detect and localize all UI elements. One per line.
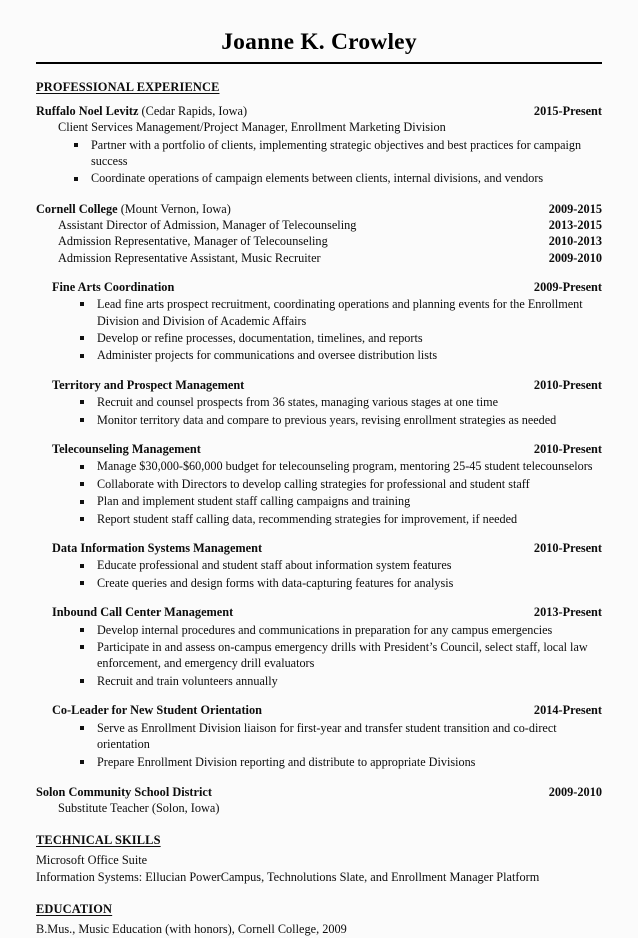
subsection-bullet-list [36,720,602,770]
list-item [80,330,602,346]
bullet-square-icon [80,679,84,683]
entry-date: 2009-2015 [548,201,602,216]
list-item [80,557,602,573]
list-item-text: Lead fine arts prospect recruitment, coordinating operations and planning events for the Enrollment Division and Division of Academic Affairs [97,297,583,328]
list-item [80,412,602,428]
list-item [80,296,602,329]
section-heading-education: EDUCATION [36,901,113,916]
role-date: 2010-2013 [548,234,602,249]
list-item [80,673,602,689]
list-item-text: Develop or refine processes, documentation, timelines, and reports [97,330,423,345]
bullet-square-icon [80,726,84,730]
list-item [80,575,602,591]
list-item-text: Partner with a portfolio of clients, implementing strategic objectives and best practices for campaign success [91,137,582,168]
list-item [74,137,602,170]
entry-role-title: Client Services Management/Project Manager, Enrollment Marketing Division [58,120,446,135]
role-date: 2009-2010 [548,250,602,265]
entry-date: 2009-2010 [548,785,602,800]
subsection-header-data-information-systems-management [36,540,602,556]
subsection-date: 2014-Present [533,703,602,718]
list-item [80,639,602,672]
role-date: 2013-2015 [548,218,602,233]
entry-org-name: Ruffalo Noel Levitz [36,103,139,118]
bullet-square-icon [80,336,84,340]
subsection-header-co-leader-for-new-student-orientation [36,702,602,718]
bullet-square-icon [80,581,84,585]
experience-entry-ruffalo-noel-levitz [36,103,602,187]
list-item-text: Report student staff calling data, recommending strategies for improvement, if needed [97,511,518,526]
list-item [80,754,602,770]
bullet-square-icon [74,143,78,147]
list-item [80,476,602,492]
entry-org-name: Cornell College [36,201,118,216]
list-item-text: Develop internal procedures and communications in preparation for any campus emergencies [97,622,553,637]
list-item-text: Recruit and train volunteers annually [97,673,278,688]
bullet-square-icon [80,418,84,422]
section-heading-technical-skills: TECHNICAL SKILLS [36,832,161,847]
role-title: Admission Representative Assistant, Music Recruiter [58,250,321,265]
list-item [80,458,602,474]
list-item-text: Plan and implement student staff calling campaigns and training [97,494,411,509]
subsection-title: Fine Arts Coordination [52,279,175,294]
list-item-text: Monitor territory data and compare to previous years, revising enrollment strategies as needed [97,412,557,427]
technical-skills-line: Information Systems: Ellucian PowerCampus, Technolutions Slate, and Enrollment Manager Platform [36,869,540,884]
role-history-row [36,250,602,266]
spacer [36,188,602,201]
subsection-bullet-list [36,557,602,591]
entry-org-name: Solon Community School District [36,785,212,800]
list-item-text: Coordinate operations of campaign elements between clients, internal divisions, and vendors [91,171,544,186]
bullet-square-icon [80,564,84,568]
list-item [80,394,602,410]
list-item-text: Educate professional and student staff about information system features [97,558,452,573]
entry-role-title: Substitute Teacher (Solon, Iowa) [58,801,220,816]
subsection-date: 2013-Present [533,605,602,620]
subsection-title: Telecounseling Management [52,442,201,457]
section-heading-professional-experience: PROFESSIONAL EXPERIENCE [36,79,220,94]
subsection-date: 2010-Present [533,442,602,457]
subsection-title: Co-Leader for New Student Orientation [52,703,262,718]
bullet-square-icon [74,177,78,181]
list-item [80,493,602,509]
subsection-bullet-list [36,394,602,428]
list-item-text: Recruit and counsel prospects from 36 states, managing various stages at one time [97,395,499,410]
subsection-bullet-list [36,296,602,364]
entry-org-location: (Cedar Rapids, Iowa) [141,103,248,118]
page-title: Joanne K. Crowley [221,29,417,55]
role-history-row [36,233,602,249]
bullet-square-icon [80,354,84,358]
subsection-date: 2010-Present [533,541,602,556]
education-line: B.Mus., Music Education (with honors), Cornell College, 2009 [36,921,347,936]
entry-org-line [36,784,524,800]
list-item [80,720,602,753]
entry-header-row [36,201,602,217]
bullet-square-icon [80,645,84,649]
list-item-text: Administer projects for communications and oversee distribution lists [97,348,438,363]
list-item-text: Serve as Enrollment Division liaison for first-year and transfer student transition and co-direct orientation [97,720,557,752]
list-item-text: Create queries and design forms with data-capturing features for analysis [97,575,454,590]
spacer [36,771,602,784]
bullet-square-icon [80,628,84,632]
bullet-square-icon [80,760,84,764]
list-item [74,170,602,186]
entry-bullet-list [36,137,602,187]
bullet-square-icon [80,500,84,504]
title-divider [36,62,602,64]
role-title: Admission Representative, Manager of Telecounseling [58,234,328,249]
list-item-text: Participate in and assess on-campus emergency drills with President’s Council, select staff, local law enforcement, and emergency drill evaluators [97,640,588,671]
subsection-header-fine-arts-coordination [36,279,602,295]
role-title: Assistant Director of Admission, Manager of Telecounseling [58,218,357,233]
entry-org-line [36,201,524,217]
bullet-square-icon [80,465,84,469]
subsection-header-inbound-call-center-management [36,604,602,620]
subsection-bullet-list [36,622,602,690]
entry-org-location: (Mount Vernon, Iowa) [120,201,231,216]
list-item [80,511,602,527]
subsection-header-territory-and-prospect-management [36,377,602,393]
subsection-date: 2010-Present [533,377,602,392]
subsection-bullet-list [36,458,602,527]
entry-date: 2015-Present [533,103,602,118]
role-history-row [36,217,602,233]
entry-org-line [36,103,524,119]
list-item-text: Manage $30,000-$60,000 budget for telecounseling program, mentoring 25-45 student telecounselors [97,459,593,474]
bullet-square-icon [80,302,84,306]
bullet-square-icon [80,482,84,486]
bullet-square-icon [80,400,84,404]
list-item-text: Collaborate with Directors to develop calling strategies for professional and student staff [97,476,530,491]
subsection-title: Data Information Systems Management [52,541,263,556]
entry-header-row [36,784,602,800]
bullet-square-icon [80,517,84,521]
list-item [80,622,602,638]
technical-skills-line: Microsoft Office Suite [36,852,148,867]
list-item [80,347,602,363]
experience-entry-cornell-college [36,201,602,770]
list-item-text: Prepare Enrollment Division reporting and distribute to appropriate Divisions [97,754,476,769]
subsection-title: Inbound Call Center Management [52,605,234,620]
subsection-header-telecounseling-management [36,441,602,457]
entry-header-row [36,103,602,119]
subsection-date: 2009-Present [533,279,602,294]
experience-entry-solon-community-school-district [36,784,602,817]
subsection-title: Territory and Prospect Management [52,377,245,392]
